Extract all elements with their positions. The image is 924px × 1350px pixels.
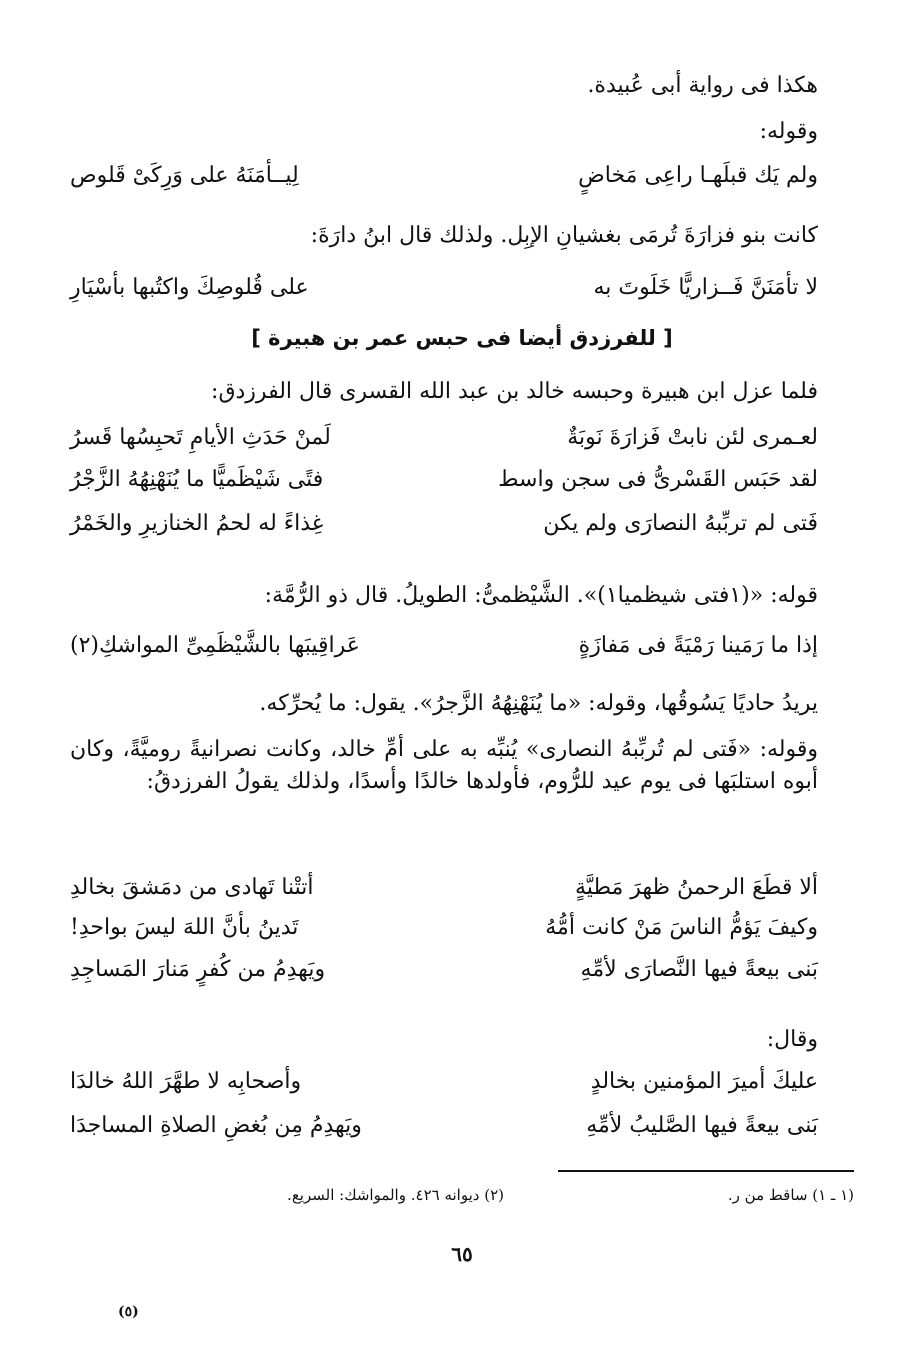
- text-line: كانت بنو فزارَةَ تُرمَى بغشيانِ الإبِل. ولذلك قال ابنُ دارَةَ:: [310, 223, 818, 248]
- text-line: هكذا فى رواية أبى عُبيدة.: [587, 73, 818, 98]
- verse-line: [0, 464, 924, 496]
- verse-line: [0, 630, 924, 662]
- verse-second-hemistich: لِيــأمَنَهُ على وَرِكَىْ قَلوص: [70, 163, 299, 188]
- verse-line: [0, 872, 924, 904]
- verse-second-hemistich: فتًى شَيْظَميًّا ما يُنَهْنِهُهُ الزَّجْرُ: [70, 467, 324, 492]
- page-number: ٦٥: [451, 1242, 473, 1266]
- verse-first-hemistich: فَتى لم تربِّبهُ النصارَى ولم يكن: [543, 511, 818, 536]
- verse-line: [0, 508, 924, 540]
- footnote-divider: [558, 1170, 854, 1172]
- verse-first-hemistich: ولم يَك قبلَهـا راعِى مَخاضٍ: [578, 163, 818, 188]
- verse-second-hemistich: لَمنْ حَدَثِ الأيامِ تَحبِسُها قَسرُ: [70, 425, 331, 450]
- verse-first-hemistich: عليكَ أميرَ المؤمنين بخالدٍ: [590, 1069, 818, 1094]
- footnote: (١ ـ ١) ساقط من ر.: [727, 1186, 854, 1204]
- verse-line: [0, 954, 924, 986]
- verse-second-hemistich: عَراقِيبَها بالشَّيْظَمِىِّ المواشكِ(٢): [70, 633, 360, 658]
- verse-first-hemistich: لقد حَبَس القَسْرىُّ فى سجن واسط: [498, 467, 818, 492]
- paragraph: وقوله: «فَتى لم تُربِّبهُ النصارى» يُنبِّه به على أمِّ خالد، وكانت نصرانيةً روميَّةً، وكان أبوه استلبَها فى يوم عيد للرُّوم، فأولدها خالدًا وأسدًا، ولذلك يقولُ الفرزدقُ:: [70, 737, 818, 794]
- verse-second-hemistich: ويَهدِمُ من كُفرٍ مَنارَ المَساجِدِ: [70, 957, 326, 982]
- verse-second-hemistich: غِذاءً له لحمُ الخنازيرِ والخَمْرُ: [70, 511, 324, 536]
- text-line: يريدُ حاديًا يَسُوقُها، وقوله: «ما يُنَهْنِهُهُ الزَّجرُ». يقول: ما يُحرِّكه.: [259, 691, 818, 716]
- verse-line: [0, 1066, 924, 1098]
- verse-second-hemistich: وأصحابِه لا طهَّرَ اللهُ خالدَا: [70, 1069, 302, 1094]
- text-line: وقوله:: [759, 119, 818, 144]
- verse-line: [0, 160, 924, 192]
- text-line: فلما عزل ابن هبيرة وحبسه خالد بن عبد الله القسرى قال الفرزدق:: [211, 379, 818, 404]
- verse-first-hemistich: لعـمرى لئن نابتْ فَزارَةَ نَوبَةٌ: [567, 425, 818, 450]
- verse-line: [0, 1110, 924, 1142]
- footnote: (٢) ديوانه ٤٢٦. والمواشك: السريع.: [287, 1186, 504, 1204]
- signature-mark: (٥): [118, 1304, 139, 1320]
- verse-second-hemistich: أتتْنا تَهادى من دمَشقَ بخالدِ: [70, 875, 314, 900]
- verse-first-hemistich: بَنى بيعةً فيها النَّصارَى لأمِّهِ: [580, 957, 818, 982]
- section-heading: [ للفرزدق أيضا فى حبس عمر بن هبيرة ]: [251, 326, 673, 350]
- verse-first-hemistich: بَنى بيعةً فيها الصَّليبُ لأمِّهِ: [586, 1113, 818, 1138]
- verse-second-hemistich: تَدينُ بأنَّ اللهَ ليسَ بواحدِ!: [70, 915, 299, 940]
- verse-first-hemistich: ألا قطَعَ الرحمنُ ظهرَ مَطيَّةٍ: [575, 875, 818, 900]
- text-line: وقال:: [766, 1027, 818, 1052]
- verse-second-hemistich: على قُلوصِكَ واكتُبها بأسْيَارِ: [70, 275, 309, 300]
- verse-second-hemistich: ويَهدِمُ مِن بُغضِ الصلاةِ المساجدَا: [70, 1113, 362, 1138]
- text-line: قوله: «(١فتى شيظميا١)». الشَّيْظمىُّ: الطويلُ. قال ذو الرُّمَّة:: [264, 583, 818, 608]
- verse-first-hemistich: وكيفَ يَؤمُّ الناسَ مَنْ كانت أمُّهُ: [545, 915, 818, 940]
- verse-line: [0, 422, 924, 454]
- verse-line: [0, 912, 924, 944]
- verse-line: [0, 272, 924, 304]
- verse-first-hemistich: إذا ما رَمَينا رَمْيَةً فى مَفازَةٍ: [578, 633, 818, 658]
- verse-first-hemistich: لا تأمَنَنَّ فَــزاريًّا خَلَوتَ به: [593, 275, 818, 300]
